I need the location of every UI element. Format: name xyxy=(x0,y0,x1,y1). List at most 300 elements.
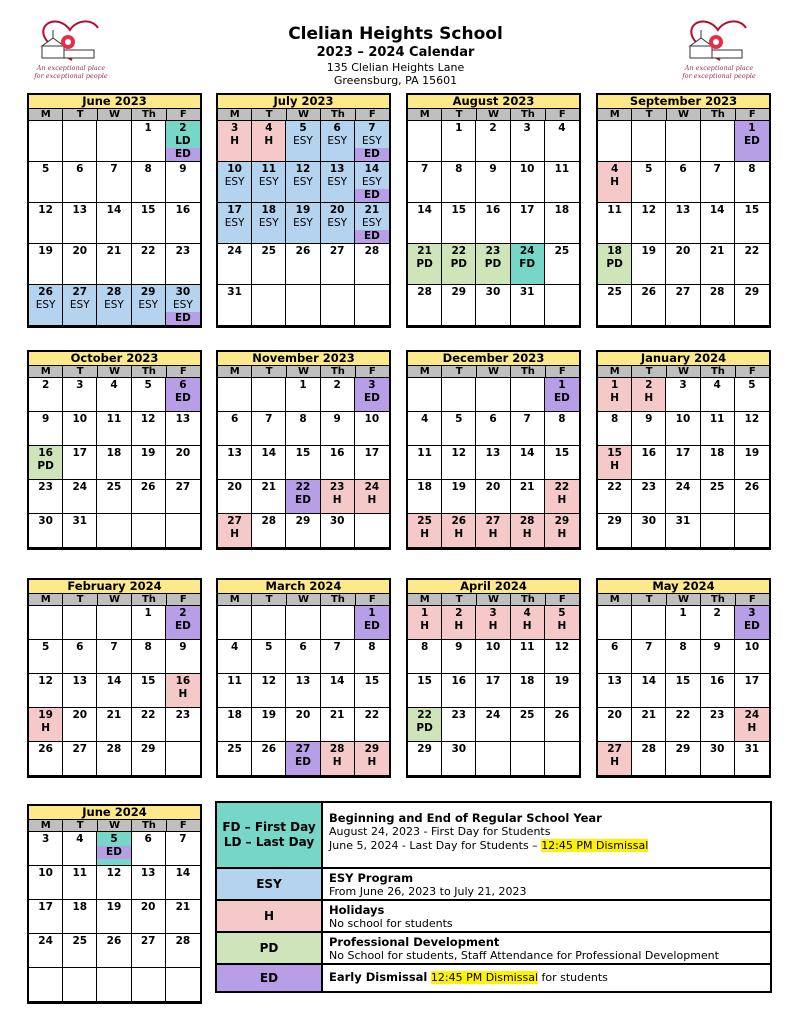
day-code: H xyxy=(367,756,377,768)
day-number: 26 xyxy=(554,709,570,721)
day-cell xyxy=(735,742,769,776)
day-cell xyxy=(321,162,355,203)
weekday-label: Th xyxy=(132,366,166,378)
day-number: 7 xyxy=(523,413,531,425)
day-cell xyxy=(666,606,700,640)
day-cell xyxy=(735,606,769,640)
day-code: H xyxy=(41,722,50,734)
day-number: 1 xyxy=(420,607,429,619)
day-number: 13 xyxy=(72,204,88,216)
logo-caption-line2: for exceptional people xyxy=(682,72,756,80)
day-code: ED xyxy=(166,312,200,325)
empty-day-cell xyxy=(735,514,769,548)
day-cell xyxy=(97,244,131,285)
day-number: 2 xyxy=(713,607,721,619)
day-cell xyxy=(166,285,200,326)
day-number: 27 xyxy=(329,245,345,257)
day-number: 31 xyxy=(744,743,760,755)
day-number: 23 xyxy=(175,709,191,721)
month-title: November 2023 xyxy=(216,350,391,366)
weekday-label: W xyxy=(477,366,511,378)
day-number: 21 xyxy=(364,204,380,216)
day-cell xyxy=(29,514,63,548)
day-code: ESY xyxy=(362,217,382,229)
day-number: 6 xyxy=(333,122,341,134)
day-number: 10 xyxy=(38,867,53,879)
day-code: H xyxy=(488,620,498,632)
empty-day-cell xyxy=(218,606,252,640)
day-number: 25 xyxy=(709,481,725,493)
legend-code-fd xyxy=(217,803,323,867)
day-cell xyxy=(218,674,252,708)
month-july-2023 xyxy=(216,93,391,328)
day-number: 20 xyxy=(72,245,88,257)
day-cell xyxy=(511,203,545,244)
day-number: 4 xyxy=(713,379,721,391)
day-cell xyxy=(29,640,63,674)
month-january-2024 xyxy=(596,350,771,550)
day-code: ED xyxy=(174,620,191,632)
day-cell xyxy=(632,674,666,708)
weekday-header xyxy=(406,109,581,121)
day-code: ESY xyxy=(293,135,313,147)
day-number: 4 xyxy=(558,122,566,134)
day-number: 30 xyxy=(485,286,501,298)
day-number: 28 xyxy=(106,743,122,755)
day-cell xyxy=(666,674,700,708)
day-cell xyxy=(218,203,252,244)
day-cell xyxy=(321,412,355,446)
day-code: ED xyxy=(363,620,380,632)
day-cell xyxy=(476,162,510,203)
day-number: 14 xyxy=(106,675,122,687)
legend-pd-title: Professional Development xyxy=(329,935,500,949)
empty-day-cell xyxy=(166,514,200,548)
month-february-2024 xyxy=(27,578,202,778)
day-cell xyxy=(218,412,252,446)
empty-day-cell xyxy=(408,121,442,162)
day-cell xyxy=(218,742,252,776)
day-number: 24 xyxy=(72,481,88,493)
day-number: 4 xyxy=(523,607,531,619)
month-title: April 2024 xyxy=(406,578,581,594)
day-cell xyxy=(545,480,579,514)
day-number: 14 xyxy=(329,675,345,687)
weekday-label: Th xyxy=(701,366,735,378)
day-number: 21 xyxy=(175,901,191,913)
legend-fd-title: Beginning and End of Regular School Year xyxy=(329,811,602,825)
legend-row-ed xyxy=(217,965,770,991)
day-number: 13 xyxy=(175,413,191,425)
day-number: 19 xyxy=(295,204,311,216)
weekday-label: F xyxy=(546,594,579,606)
day-code: H xyxy=(420,620,429,632)
day-number: 30 xyxy=(175,286,191,298)
day-number: 8 xyxy=(558,413,566,425)
legend xyxy=(215,801,772,993)
day-number: 28 xyxy=(641,743,657,755)
day-number: 29 xyxy=(607,515,622,527)
month-title: February 2024 xyxy=(27,578,202,594)
day-number: 18 xyxy=(106,447,122,459)
day-number: 22 xyxy=(554,481,570,493)
day-number: 12 xyxy=(106,867,122,879)
day-number: 15 xyxy=(451,204,467,216)
day-cell xyxy=(132,412,166,446)
legend-code-pd: PD xyxy=(217,933,323,963)
month-grid xyxy=(406,606,581,778)
day-code: H xyxy=(332,494,342,506)
day-number: 4 xyxy=(230,641,239,653)
day-number: 13 xyxy=(675,204,691,216)
day-cell xyxy=(701,203,735,244)
day-cell xyxy=(321,742,355,776)
day-number: 21 xyxy=(329,709,345,721)
day-number: 2 xyxy=(179,607,187,619)
weekday-label: Th xyxy=(132,820,166,832)
day-cell xyxy=(321,708,355,742)
weekday-label: W xyxy=(287,109,321,121)
day-cell xyxy=(598,244,632,285)
day-cell xyxy=(735,162,769,203)
day-number: 20 xyxy=(607,709,622,721)
day-cell xyxy=(252,244,286,285)
day-cell xyxy=(63,285,97,326)
day-cell xyxy=(29,674,63,708)
month-may-2024 xyxy=(596,578,771,778)
day-cell xyxy=(166,446,200,480)
day-cell xyxy=(97,866,131,900)
day-number: 29 xyxy=(744,286,760,298)
day-cell xyxy=(132,606,166,640)
day-cell xyxy=(545,378,579,412)
day-cell xyxy=(166,244,200,285)
weekday-header xyxy=(406,366,581,378)
day-number: 16 xyxy=(38,447,53,459)
legend-code-ed: ED xyxy=(217,965,323,991)
day-cell xyxy=(355,412,389,446)
day-cell xyxy=(166,640,200,674)
day-number: 25 xyxy=(554,245,570,257)
month-title: January 2024 xyxy=(596,350,771,366)
day-cell xyxy=(476,480,510,514)
day-number: 1 xyxy=(679,607,687,619)
day-number: 22 xyxy=(140,709,156,721)
day-code: ED xyxy=(355,230,389,243)
day-cell xyxy=(355,203,389,244)
day-number: 1 xyxy=(748,122,756,134)
weekday-label: M xyxy=(218,594,252,606)
day-cell xyxy=(735,244,769,285)
day-number: 29 xyxy=(140,743,156,755)
empty-day-cell xyxy=(63,968,97,1002)
legend-h-title: Holidays xyxy=(329,903,385,917)
day-number: 4 xyxy=(265,122,273,134)
weekday-header xyxy=(27,820,202,832)
day-number: 3 xyxy=(230,122,239,134)
weekday-header xyxy=(216,366,391,378)
day-number: 6 xyxy=(610,641,619,653)
day-cell xyxy=(666,514,700,548)
calendar-title: 2023 – 2024 Calendar xyxy=(316,45,475,60)
day-number: 16 xyxy=(709,675,725,687)
day-number: 13 xyxy=(607,675,622,687)
day-code: PD xyxy=(416,258,433,270)
day-cell xyxy=(598,742,632,776)
day-number: 2 xyxy=(41,379,50,391)
day-number: 15 xyxy=(675,675,691,687)
day-number: 30 xyxy=(329,515,345,527)
day-number: 6 xyxy=(76,163,84,175)
weekday-label: Th xyxy=(321,366,355,378)
month-grid xyxy=(216,606,391,778)
weekday-label: W xyxy=(98,820,132,832)
day-number: 12 xyxy=(140,413,156,425)
day-number: 24 xyxy=(38,935,53,947)
day-cell xyxy=(511,606,545,640)
weekday-label: T xyxy=(63,366,97,378)
day-cell xyxy=(701,708,735,742)
weekday-label: T xyxy=(442,109,476,121)
day-code: FD xyxy=(519,258,536,270)
day-cell xyxy=(63,480,97,514)
empty-day-cell xyxy=(29,968,63,1002)
day-code: ESY xyxy=(35,299,56,311)
day-number: 28 xyxy=(519,515,535,527)
day-number: 19 xyxy=(140,447,156,459)
day-code: H xyxy=(488,528,498,540)
day-cell xyxy=(355,378,389,412)
day-cell xyxy=(598,640,632,674)
day-cell xyxy=(252,203,286,244)
weekday-label: T xyxy=(252,594,286,606)
day-code: ESY xyxy=(327,135,348,147)
day-number: 27 xyxy=(140,935,156,947)
empty-day-cell xyxy=(408,378,442,412)
day-number: 15 xyxy=(417,675,432,687)
day-number: 22 xyxy=(451,245,467,257)
day-number: 7 xyxy=(110,641,118,653)
day-number: 27 xyxy=(485,515,501,527)
day-cell xyxy=(166,832,200,866)
day-number: 14 xyxy=(364,163,380,175)
day-number: 26 xyxy=(744,481,760,493)
day-number: 8 xyxy=(455,163,463,175)
legend-ld-label: LD – Last Day xyxy=(223,835,315,849)
legend-esy-title: ESY Program xyxy=(329,871,414,885)
day-number: 11 xyxy=(709,413,725,425)
day-number: 21 xyxy=(709,245,725,257)
month-december-2023 xyxy=(406,350,581,550)
weekday-header xyxy=(27,594,202,606)
day-cell xyxy=(132,640,166,674)
day-number: 21 xyxy=(106,709,122,721)
empty-day-cell xyxy=(598,121,632,162)
day-cell xyxy=(355,480,389,514)
day-cell xyxy=(408,640,442,674)
day-cell xyxy=(408,480,442,514)
day-cell xyxy=(286,412,320,446)
weekday-label: F xyxy=(736,594,769,606)
legend-text-pd xyxy=(323,933,770,963)
day-cell xyxy=(632,412,666,446)
day-number: 3 xyxy=(679,379,687,391)
day-cell xyxy=(63,514,97,548)
day-number: 17 xyxy=(72,447,88,459)
day-number: 19 xyxy=(744,447,760,459)
day-number: 13 xyxy=(140,867,156,879)
empty-day-cell xyxy=(321,606,355,640)
day-cell xyxy=(511,244,545,285)
day-number: 23 xyxy=(175,245,191,257)
day-number: 6 xyxy=(144,833,152,845)
weekday-label: Th xyxy=(511,109,545,121)
day-number: 10 xyxy=(744,641,760,653)
empty-day-cell xyxy=(355,514,389,548)
day-number: 12 xyxy=(554,641,570,653)
day-cell xyxy=(735,285,769,326)
day-cell xyxy=(701,378,735,412)
day-cell xyxy=(321,378,355,412)
day-number: 13 xyxy=(485,447,501,459)
day-number: 25 xyxy=(261,245,277,257)
day-cell xyxy=(701,244,735,285)
day-cell xyxy=(442,514,476,548)
day-number: 19 xyxy=(38,709,53,721)
day-number: 4 xyxy=(420,413,429,425)
day-cell xyxy=(29,412,63,446)
weekday-label: F xyxy=(167,109,200,121)
day-cell xyxy=(29,832,63,866)
day-number: 26 xyxy=(261,743,277,755)
month-august-2023 xyxy=(406,93,581,328)
day-cell xyxy=(132,742,166,776)
day-cell xyxy=(29,480,63,514)
day-code: ED xyxy=(355,148,389,161)
day-cell xyxy=(63,832,97,866)
day-cell xyxy=(355,708,389,742)
day-cell xyxy=(701,446,735,480)
day-cell xyxy=(132,203,166,244)
day-number: 6 xyxy=(230,413,239,425)
day-code: LD xyxy=(175,135,191,147)
weekday-label: F xyxy=(167,366,200,378)
day-cell xyxy=(442,203,476,244)
day-number: 12 xyxy=(451,447,467,459)
day-cell xyxy=(63,934,97,968)
day-number: 11 xyxy=(554,163,570,175)
day-number: 21 xyxy=(417,245,432,257)
day-number: 4 xyxy=(610,163,619,175)
weekday-label: M xyxy=(29,109,63,121)
day-cell xyxy=(632,203,666,244)
legend-ed-title: Early Dismissal xyxy=(329,970,428,984)
weekday-label: Th xyxy=(701,594,735,606)
day-code: ED xyxy=(743,135,760,147)
day-number: 27 xyxy=(72,286,88,298)
day-number: 14 xyxy=(261,447,277,459)
day-number: 10 xyxy=(364,413,380,425)
day-code: ESY xyxy=(104,299,124,311)
day-number: 29 xyxy=(554,515,570,527)
day-code: ESY xyxy=(224,176,245,188)
day-cell xyxy=(735,378,769,412)
day-code: ED xyxy=(743,620,760,632)
day-cell xyxy=(132,934,166,968)
day-code: ESY xyxy=(362,176,382,188)
day-cell xyxy=(97,900,131,934)
empty-day-cell xyxy=(252,285,286,326)
day-number: 13 xyxy=(295,675,311,687)
month-title: December 2023 xyxy=(406,350,581,366)
day-cell xyxy=(666,742,700,776)
day-cell xyxy=(166,121,200,162)
empty-day-cell xyxy=(632,606,666,640)
day-cell xyxy=(735,640,769,674)
month-november-2023 xyxy=(216,350,391,550)
day-cell xyxy=(286,244,320,285)
day-cell xyxy=(598,674,632,708)
day-code: H xyxy=(610,392,619,404)
day-number: 27 xyxy=(175,481,191,493)
logo-caption-line2: for exceptional people xyxy=(34,72,108,80)
day-number: 23 xyxy=(641,481,657,493)
month-grid xyxy=(27,378,202,550)
day-number: 4 xyxy=(110,379,118,391)
day-number: 8 xyxy=(420,641,429,653)
day-cell xyxy=(63,162,97,203)
empty-day-cell xyxy=(545,742,579,776)
day-cell xyxy=(408,708,442,742)
day-number: 20 xyxy=(295,709,311,721)
day-cell xyxy=(632,708,666,742)
day-cell xyxy=(476,708,510,742)
day-code: ESY xyxy=(69,299,90,311)
day-code: H xyxy=(454,528,464,540)
day-cell xyxy=(701,640,735,674)
day-cell xyxy=(666,640,700,674)
month-title: July 2023 xyxy=(216,93,391,109)
day-cell xyxy=(735,203,769,244)
day-number: 1 xyxy=(144,607,152,619)
day-cell xyxy=(442,640,476,674)
day-cell xyxy=(442,708,476,742)
legend-ed-rest: for students xyxy=(538,971,608,984)
legend-code-h: H xyxy=(217,901,323,931)
day-cell xyxy=(166,480,200,514)
day-number: 18 xyxy=(417,481,432,493)
day-number: 30 xyxy=(641,515,657,527)
day-code: H xyxy=(522,528,532,540)
weekday-header xyxy=(27,109,202,121)
day-number: 22 xyxy=(417,709,432,721)
weekday-label: M xyxy=(218,109,252,121)
day-cell xyxy=(166,674,200,708)
day-cell xyxy=(132,162,166,203)
day-number: 31 xyxy=(675,515,691,527)
day-cell xyxy=(545,708,579,742)
day-cell xyxy=(63,640,97,674)
day-number: 23 xyxy=(329,481,345,493)
day-cell xyxy=(63,446,97,480)
day-cell xyxy=(132,832,166,866)
empty-day-cell xyxy=(476,378,510,412)
weekday-label: W xyxy=(98,366,132,378)
day-cell xyxy=(218,244,252,285)
day-cell xyxy=(97,742,131,776)
month-october-2023 xyxy=(27,350,202,550)
day-cell xyxy=(252,742,286,776)
